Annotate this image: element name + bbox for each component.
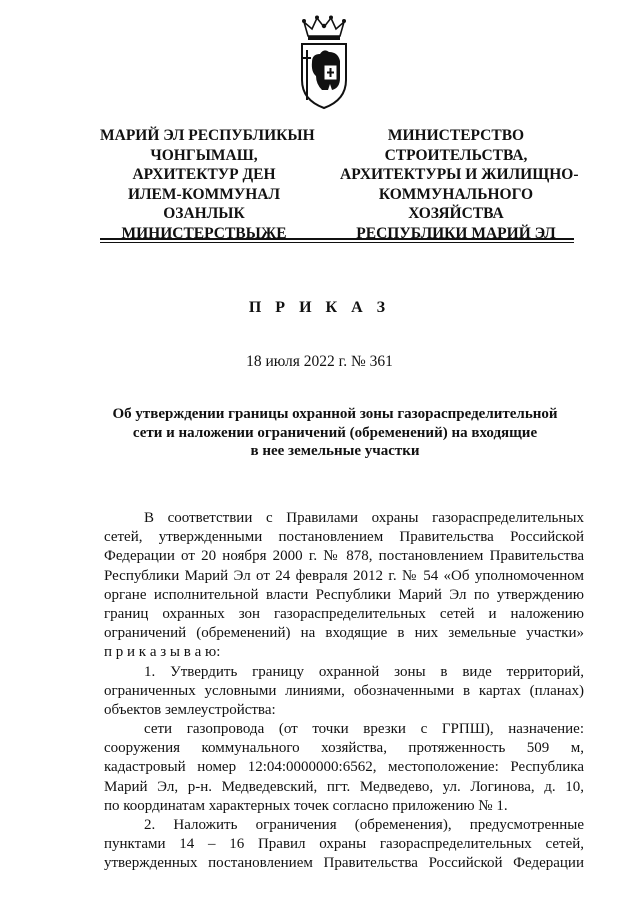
document-date-number: 18 июля 2022 г. № 361	[246, 353, 393, 370]
body-line: сети газопровода (от точки врезки с ГРПШ), назначение:	[144, 721, 584, 738]
body-line: Республики Марий Эл от 24 февраля 2012 г. № 54 «Об уполномоченном	[104, 567, 584, 584]
body-line: сетей, утвержденными постановлением Правительства Российской	[104, 529, 584, 546]
ministry-name-mari: МАРИЙ ЭЛ РЕСПУБЛИКЫН ЧОНГЫМАШ, АРХИТЕКТУР ДЕН ИЛЕМ-КОММУНАЛ ОЗАНЛЫК МИНИСТЕРСТВЫЖЕ	[100, 127, 315, 242]
body-line: В соответствии с Правилами охраны газораспределительных	[144, 510, 584, 526]
body-line: ограничений (обременений) на входящие в них земельные участки»	[104, 625, 584, 642]
document-kind: П Р И К А З	[248, 299, 391, 316]
body-line: границ охранных зон газораспределительных сетей и наложению	[104, 605, 584, 622]
document-title: Об утверждении границы охранной зоны газораспределительной сети и наложении ограничений (обременений) на входящие в нее земельные участки	[112, 406, 558, 459]
coat-of-arms-emblem	[298, 14, 350, 110]
body-line: 1. Утвердить границу охранной зоны в виде территорий,	[144, 663, 584, 680]
body-line: утвержденных постановлением Правительства Российской Федерации	[104, 855, 584, 872]
body-line: кадастровый номер 12:04:0000000:6562, местоположение: Республика	[104, 759, 584, 776]
body-line: сооружения коммунального хозяйства, протяженность 509 м,	[104, 740, 584, 757]
body-line: по координатам характерных точек согласно приложению № 1.	[104, 797, 508, 814]
body-line: Федерации от 20 ноября 2000 г. № 878, постановлением Правительства	[104, 548, 584, 565]
body-line: 2. Наложить ограничения (обременения), предусмотренные	[144, 817, 584, 833]
document-body	[104, 509, 584, 874]
header-divider-thin	[100, 242, 574, 243]
ministry-name-russian: МИНИСТЕРСТВО СТРОИТЕЛЬСТВА, АРХИТЕКТУРЫ И ЖИЛИЩНО- КОММУНАЛЬНОГО ХОЗЯЙСТВА РЕСПУБЛИКИ МАРИЙ ЭЛ	[340, 127, 579, 242]
body-line: Марий Эл, р-н. Медведевский, пгт. Медведево, ул. Логинова, д. 10,	[104, 778, 584, 795]
body-line: органе исполнительной власти Республики Марий Эл по утверждению	[104, 586, 584, 603]
body-line: пунктами 14 – 16 Правил охраны газораспределительных сетей,	[104, 836, 584, 853]
body-line: п р и к а з ы в а ю:	[104, 644, 221, 661]
body-line: объектов землеустройства:	[104, 701, 276, 718]
header-divider-thick	[100, 238, 574, 240]
body-line: ограниченных условными линиями, обозначенными в картах (планах)	[104, 682, 584, 699]
